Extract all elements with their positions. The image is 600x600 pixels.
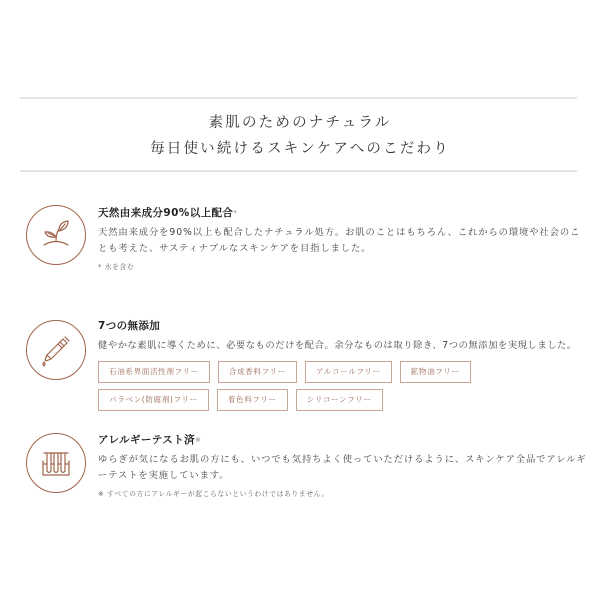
footnote-mark: ※	[195, 436, 202, 444]
divider-top	[20, 97, 577, 99]
feature-title-text: 天然由来成分90%以上配合	[98, 207, 234, 219]
sprout-icon	[26, 205, 86, 265]
headline-line-1: 素肌のためのナチュラル	[208, 115, 392, 131]
tag-mineral-oil-free: 鉱物油フリー	[400, 361, 471, 383]
test-tubes-icon	[26, 433, 86, 493]
headline	[0, 110, 600, 162]
feature-title	[98, 205, 588, 221]
feature-title-text: アレルギーテスト済	[98, 434, 195, 446]
feature-description: 健やかな素肌に導くために、必要なものだけを配合。余分なものは取り除き、7つの無添加を実現しました。	[98, 340, 577, 351]
tag-silicone-free: シリコーンフリー	[296, 389, 383, 411]
tag-alcohol-free: アルコールフリー	[305, 361, 392, 383]
feature-title: 7つの無添加	[98, 320, 161, 332]
footnote-mark: *	[233, 209, 238, 217]
divider-bottom	[20, 170, 577, 172]
feature-footnote: * 水を含む	[98, 263, 135, 271]
dropper-icon	[26, 320, 86, 380]
tag-paraben-free: パラベン(防腐剤)フリー	[98, 389, 209, 411]
feature-description: 天然由来成分を90%以上も配合したナチュラル処方。お肌のことはもちろん、これからの環境や社会のことも考えた、サスティナブルなスキンケアを目指しました。	[98, 227, 581, 254]
free-from-tags	[98, 361, 578, 411]
feature-description: ゆらぎが気になるお肌の方にも、いつでも気持ちよく使っていただけるように、スキンケア全品でアレルギーテストを実施しています。	[98, 454, 587, 481]
tag-petroleum-surfactant-free: 石油系界面活性剤フリー	[98, 361, 210, 383]
feature-footnote: ※ すべての方にアレルギーが起こらないというわけではありません。	[98, 490, 329, 498]
feature-title	[98, 432, 588, 448]
tag-synthetic-fragrance-free: 合成香料フリー	[218, 361, 297, 383]
tag-colorant-free: 着色料フリー	[217, 389, 288, 411]
headline-line-2: 毎日使い続けるスキンケアへのこだわり	[150, 141, 450, 157]
